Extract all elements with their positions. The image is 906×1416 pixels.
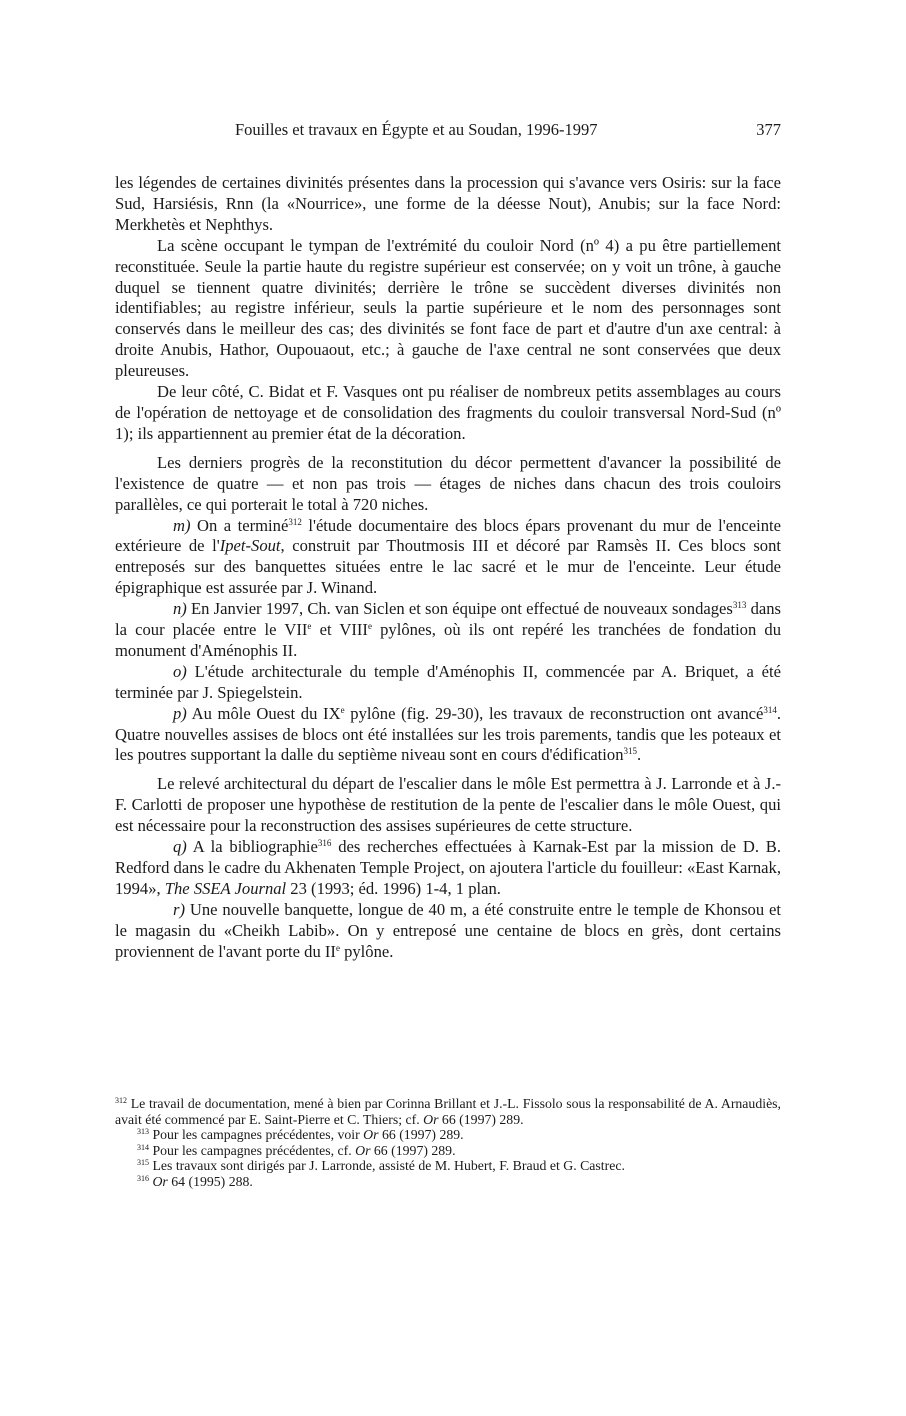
section-text: , construit par Thoutmosis III et décoré par Ramsès II. Ces blocs sont entreposés sur des banquettes situées entre le lac sacré et le mur de l'enceinte. Leur étude épigraphique est assurée par J. Winand.: [115, 536, 781, 598]
section-text: pylône.: [339, 941, 394, 961]
footnote-italic: Or: [363, 1127, 379, 1143]
page-number: 377: [756, 120, 781, 139]
footnote-ref[interactable]: 316: [317, 838, 332, 849]
footnote-ref[interactable]: 315: [623, 746, 637, 757]
footnote-text: 66 (1997) 289.: [370, 1142, 456, 1158]
section-text: A la bibliographie: [192, 837, 318, 857]
footnote-text: 64 (1995) 288.: [167, 1173, 253, 1189]
footnote-number: 312: [115, 1096, 127, 1105]
footnote-text: Pour les campagnes précédentes, cf.: [152, 1142, 356, 1158]
section-text: . Quatre nouvelles assises de blocs ont été installées sur les trois parements, tandis que les poteaux et les poutres supportant la dalle du septième niveau sont en cours d'édification: [115, 703, 782, 765]
footnote: [115, 1127, 781, 1143]
footnote-number: 313: [137, 1127, 149, 1137]
footnote-text: 66 (1997) 289.: [378, 1127, 464, 1143]
footnote-italic: Or: [152, 1173, 168, 1189]
section-text: .: [637, 745, 642, 765]
footnote-number: 315: [137, 1158, 149, 1168]
footnote-number: 314: [137, 1142, 149, 1152]
footnote: [115, 1143, 781, 1159]
footnote-ref[interactable]: 313: [732, 600, 747, 611]
section-label: r): [173, 899, 185, 919]
section-label: p): [173, 703, 187, 723]
footnote: [115, 1174, 781, 1190]
section-text: L'étude architecturale du temple d'Aménophis II, commencée par A. Briquet, a été terminée par J. Spiegelstein.: [115, 661, 781, 702]
footnote-text: Le travail de documentation, mené à bien par Corinna Brillant et J.-L. Fissolo sous la responsabilité de A. Arnaudiès, avait été commencé par E. Saint-Pierre et C. Thiers; cf.: [115, 1096, 782, 1127]
footnote-italic: Or: [423, 1111, 439, 1127]
section-p: [115, 704, 781, 767]
footnotes: [115, 1096, 781, 1190]
section-label: q): [173, 837, 187, 857]
section-text: pylônes, où ils ont repéré les tranchées de fondation du monument d'Aménophis II.: [115, 620, 782, 660]
section-q: [115, 837, 781, 900]
section-o: [115, 662, 781, 704]
section-label: o): [173, 661, 187, 681]
footnote-ref[interactable]: 314: [763, 704, 777, 715]
section-label: m): [173, 515, 191, 535]
footnote-text: 66 (1997) 289.: [438, 1111, 524, 1127]
ordinal-sup: e: [340, 704, 345, 715]
footnote: [115, 1158, 781, 1174]
footnote: [115, 1096, 781, 1127]
ordinal-sup: e: [367, 621, 372, 632]
italic-term: The SSEA Journal: [164, 878, 287, 898]
section-n: [115, 599, 781, 662]
footnote-number: 316: [137, 1173, 149, 1183]
footnote-text: Pour les campagnes précédentes, voir: [152, 1127, 364, 1143]
paragraph-bidat-vasques: De leur côté, C. Bidat et F. Vasques ont pu réaliser de nombreux petits assemblages au cours de l'opération de nettoyage et de consolidation des fragments du couloir transversal Nord-Sud (nº 1); ils appartiennent au premier état de la décoration.: [115, 382, 781, 443]
section-text: pylône (fig. 29-30), les travaux de reconstruction ont avancé: [350, 703, 764, 723]
section-text: 23 (1993; éd. 1996) 1-4, 1 plan.: [286, 878, 501, 898]
section-r: [115, 900, 781, 963]
ordinal-sup: e: [307, 621, 312, 632]
main-text: [115, 173, 781, 963]
running-title: Fouilles et travaux en Égypte et au Soudan, 1996-1997: [235, 120, 598, 139]
footnote-text: Les travaux sont dirigés par J. Larronde, assisté de M. Hubert, F. Braud et G. Castrec.: [152, 1158, 625, 1174]
section-text: l'étude documentaire des blocs épars provenant du mur de l'enceinte extérieure de l': [115, 515, 781, 556]
section-text: Au môle Ouest du IX: [191, 703, 341, 723]
section-label: n): [173, 599, 187, 619]
paragraph-releve: Le relevé architectural du départ de l'escalier dans le môle Est permettra à J. Larronde et à J.-F. Carlotti de proposer une hypothèse de restitution de la pente de l'escalier dans le môle Ouest, qui est nécessaire pour la reconstruction des assises supérieures de cette structure.: [115, 774, 781, 836]
section-text: Une nouvelle banquette, longue de 40 m, a été construite entre le temple de Khonsou et le magasin du «Cheikh Labib». On y entreposé une centaine de blocs en grès, dont certains proviennent de l'avant porte du II: [115, 899, 781, 961]
footnote-italic: Or: [355, 1142, 371, 1158]
section-text: dans la cour placée entre le VII: [115, 599, 781, 640]
footnote-ref[interactable]: 312: [288, 516, 302, 527]
section-text: et VIII: [319, 620, 368, 640]
paragraph-continuation: les légendes de certaines divinités présentes dans la procession qui s'avance vers Osiris: sur la face Sud, Harsiésis, Rnn (la «Nourrice», une forme de la déesse Nout), Anubis; sur la face Nord: Merkhetès et Nephthys.: [115, 173, 781, 234]
paragraph-reconstitution: Les derniers progrès de la reconstitution du décor permettent d'avancer la possibilité de l'existence de quatre — et non pas trois — étages de niches dans chacun des trois couloirs parallèles, ce qui porterait le total à 720 niches.: [115, 452, 781, 514]
italic-term: Ipet-Sout: [219, 536, 281, 556]
section-text: On a terminé: [197, 515, 289, 535]
section-m: [115, 516, 781, 600]
ordinal-sup: e: [335, 942, 340, 953]
section-text: des recherches effectuées à Karnak-Est par la mission de D. B. Redford dans le cadre du Akhenaten Temple Project, on ajoutera l'article du fouilleur: «East Karnak, 1994»,: [115, 837, 781, 898]
paragraph-tympan-scene: La scène occupant le tympan de l'extrémité du couloir Nord (nº 4) a pu être partiellement reconstituée. Seule la partie haute du registre supérieur est conservée; on y voit un trône, à gauche duquel se tiennent quatre divinités; derrière le trône se succèdent diverses divinités non identifiables; au registre inférieur, seuls la partie supérieure et le nom des personnages sont conservés dans le meilleur des cas; des divinités se font face de part et d'autre d'un axe central: à droite Anubis, Hathor, Oupouaout, etc.; à gauche de l'axe central ne sont conservées que deux pleureuses.: [115, 235, 781, 381]
section-text: En Janvier 1997, Ch. van Siclen et son équipe ont effectué de nouveaux sondages: [191, 599, 733, 619]
